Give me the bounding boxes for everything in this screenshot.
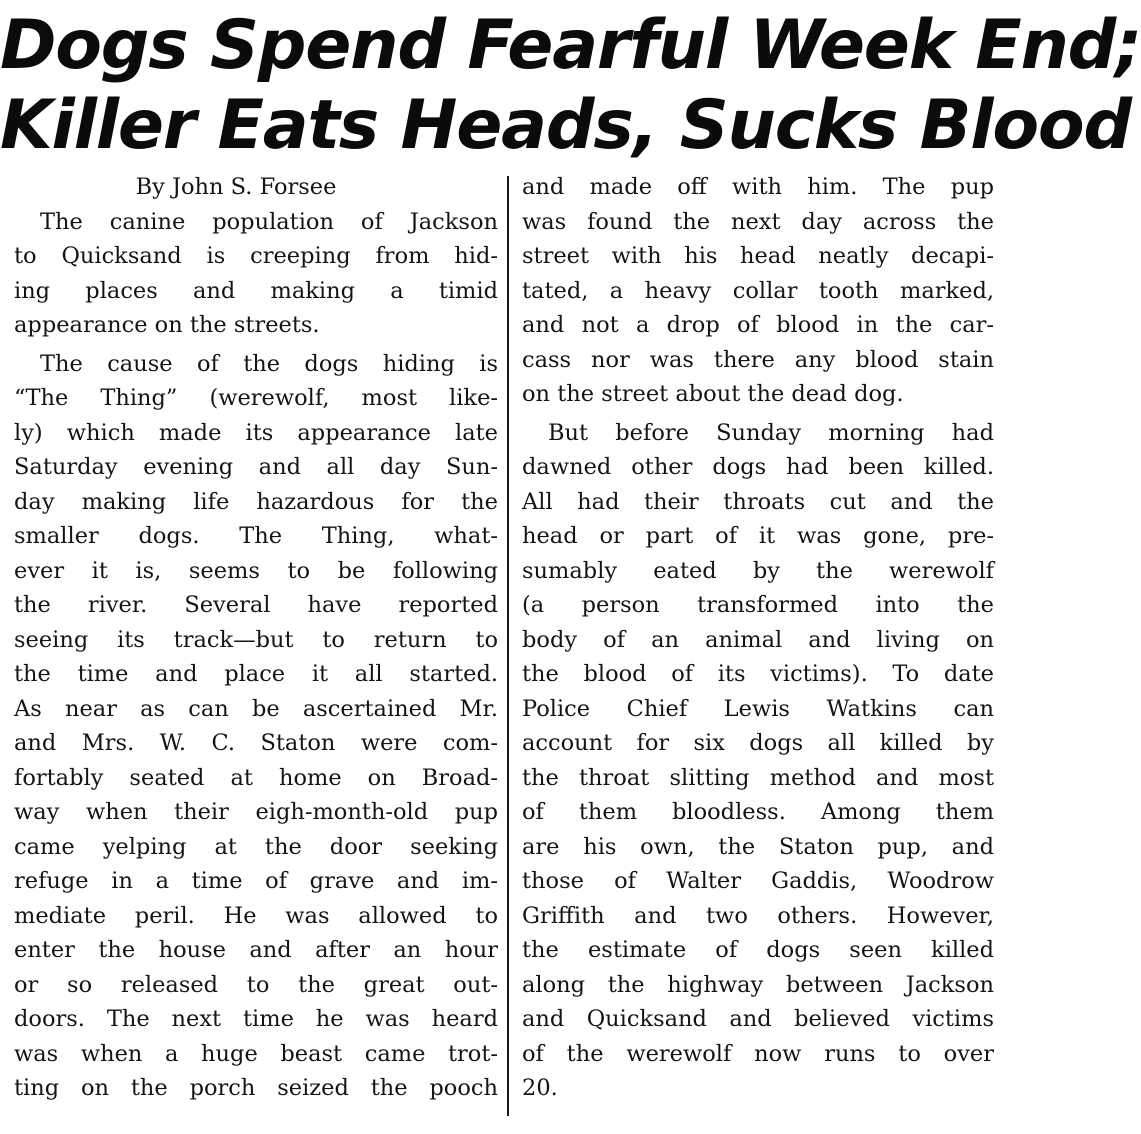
article-column-left (14, 170, 498, 1106)
article-text-line: was when a huge beast came trot- (14, 1040, 498, 1067)
article-text-line: 20. (522, 1075, 558, 1101)
article-column-right (522, 170, 994, 1106)
headline (0, 6, 1141, 166)
article-text-line: seeing its track—but to return to (14, 626, 498, 653)
article-text-line: the river. Several have reported (14, 592, 498, 618)
article-text-line: Griffith and two others. However, (522, 902, 994, 929)
article-text-line: was found the next day across the (522, 208, 994, 235)
article-text-line: way when their eigh-month-old pup (14, 799, 498, 825)
article-text-line: and Mrs. W. C. Staton were com- (14, 730, 498, 756)
article-text-line: on the street about the dead dog. (522, 381, 904, 407)
headline-line-1: Dogs Spend Fearful Week End; (0, 6, 1141, 85)
column-divider (507, 176, 509, 1116)
article-text-line: enter the house and after an hour (14, 937, 498, 963)
article-text-line: Police Chief Lewis Watkins can (522, 695, 994, 722)
byline: By John S. Forsee (135, 174, 337, 200)
article-text-line: The canine population of Jackson (40, 208, 498, 235)
article-text-line: body of an animal and living on (522, 626, 994, 653)
article-text-line: ly) which made its appearance late (14, 419, 498, 446)
article-text-line: and made off with him. The pup (522, 174, 994, 200)
article-text-line: But before Sunday morning had (548, 419, 994, 446)
article-text-line: ting on the porch seized the pooch (14, 1075, 498, 1101)
article-text-line: ing places and making a timid (14, 277, 498, 304)
article-text-line: to Quicksand is creeping from hid- (14, 243, 498, 269)
article-text-line: appearance on the streets. (14, 312, 320, 338)
article-text-line: street with his head neatly decapi- (522, 243, 994, 269)
article-text-line: “The Thing” (werewolf, most like- (14, 385, 498, 411)
article-text-line: the time and place it all started. (14, 661, 498, 687)
article-text-line: head or part of it was gone, pre- (522, 523, 994, 549)
article-text-line: dawned other dogs had been killed. (522, 454, 994, 480)
article-text-line: came yelping at the door seeking (14, 833, 498, 860)
article-text-line: along the highway between Jackson (522, 971, 994, 998)
article-text-line: day making life hazardous for the (14, 488, 498, 515)
article-text-line: the estimate of dogs seen killed (522, 937, 994, 963)
article-text-line: tated, a heavy collar tooth marked, (522, 277, 994, 304)
article-text-line: account for six dogs all killed by (522, 730, 994, 756)
article-text-line: Saturday evening and all day Sun- (14, 454, 498, 480)
article-text-line: All had their throats cut and the (522, 488, 994, 515)
article-text-line: refuge in a time of grave and im- (14, 868, 498, 894)
article-text-line: sumably eated by the werewolf (522, 557, 994, 584)
headline-line-2: Killer Eats Heads, Sucks Blood (0, 86, 1131, 165)
article-text-line: mediate peril. He was allowed to (14, 902, 498, 929)
article-text-line: those of Walter Gaddis, Woodrow (522, 868, 994, 894)
article-text-line: fortably seated at home on Broad- (14, 764, 498, 791)
article-text-line: the throat slitting method and most (522, 764, 994, 791)
article-text-line: and not a drop of blood in the car- (522, 312, 994, 338)
article-text-line: of the werewolf now runs to over (522, 1040, 994, 1067)
article-text-line: The cause of the dogs hiding is (40, 350, 498, 377)
article-text-line: or so released to the great out- (14, 971, 498, 998)
article-text-line: (a person transformed into the (522, 592, 994, 618)
article-text-line: are his own, the Staton pup, and (522, 833, 994, 860)
article-text-line: cass nor was there any blood stain (522, 346, 994, 373)
article-text-line: the blood of its victims). To date (522, 661, 994, 687)
article-text-line: ever it is, seems to be following (14, 557, 498, 584)
article-text-line: and Quicksand and believed victims (522, 1006, 994, 1032)
article-text-line: of them bloodless. Among them (522, 799, 994, 825)
article-text-line: As near as can be ascertained Mr. (14, 695, 498, 722)
article-text-line: smaller dogs. The Thing, what- (14, 523, 498, 549)
article-text-line: doors. The next time he was heard (14, 1006, 498, 1032)
